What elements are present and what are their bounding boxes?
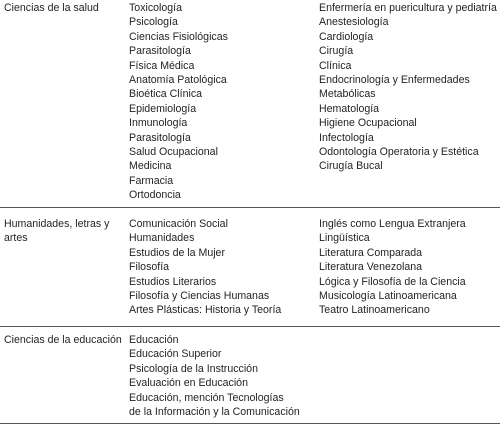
- area-label: Ciencias de la educación: [4, 334, 122, 346]
- list-item: Comunicación Social: [129, 218, 228, 230]
- list-item: Parasitología: [129, 45, 191, 58]
- list-item: Endocrinología y Enfermedades: [319, 74, 470, 87]
- list-item: Higiene Ocupacional: [319, 117, 417, 130]
- list-item: Cirugía: [319, 45, 354, 58]
- list-item: Musicología Latinoamericana: [319, 290, 457, 303]
- program-list-a: [129, 333, 315, 419]
- list-item: Lingüística: [319, 232, 370, 245]
- list-item: Psicología de la Instrucción: [129, 362, 258, 375]
- list-item: Toxicología: [129, 2, 182, 14]
- program-list-a: [129, 1, 315, 203]
- program-list-a: [129, 217, 315, 318]
- area-label: Ciencias de la salud: [4, 2, 99, 14]
- list-item: Educación Superior: [129, 348, 222, 361]
- list-item: Evaluación en Educación: [129, 377, 248, 390]
- row-divider: [0, 423, 500, 424]
- list-item: Educación: [129, 334, 179, 346]
- list-item: Anatomía Patológica: [129, 74, 227, 87]
- list-item: Teatro Latinoamericano: [319, 304, 430, 317]
- list-item: Filosofía y Ciencias Humanas: [129, 290, 270, 303]
- list-item: Lógica y Filosofía de la Ciencia: [319, 275, 466, 288]
- list-item: Farmacia: [129, 174, 174, 187]
- list-item: Inmunología: [129, 117, 188, 130]
- list-item: Clínica: [319, 59, 352, 72]
- area-name: [4, 1, 126, 15]
- list-item: Humanidades: [129, 232, 195, 245]
- row-divider: [0, 207, 500, 208]
- list-item: Estudios de la Mujer: [129, 246, 225, 259]
- list-item: Enfermería en puericultura y pediatría: [319, 2, 497, 14]
- list-item: Cirugía Bucal: [319, 160, 383, 173]
- list-item: Filosofía: [129, 261, 170, 274]
- list-item: de la Información y la Comunicación: [129, 406, 300, 419]
- list-item: Estudios Literarios: [129, 275, 217, 288]
- list-item: Medicina: [129, 160, 172, 173]
- row-divider: [0, 326, 500, 327]
- list-item: Bioética Clínica: [129, 88, 203, 101]
- list-item: Ortodoncia: [129, 189, 181, 202]
- list-item: Inglés como Lengua Extranjera: [319, 218, 466, 230]
- program-list-b: [319, 217, 500, 318]
- list-item: Infectología: [319, 131, 374, 144]
- list-item: Artes Plásticas: Historia y Teoría: [129, 304, 282, 317]
- list-item: Literatura Venezolana: [319, 261, 423, 274]
- list-item: Salud Ocupacional: [129, 146, 218, 159]
- list-item: Ciencias Fisiológicas: [129, 30, 228, 43]
- list-item: Psicología: [129, 16, 178, 29]
- area-label: Humanidades, letras y artes: [4, 218, 110, 245]
- program-list-b: [319, 1, 500, 174]
- list-item: Educación, mención Tecnologías: [129, 391, 284, 404]
- list-item: Epidemiología: [129, 102, 197, 115]
- area-name: [4, 217, 126, 246]
- area-name: [4, 333, 126, 347]
- list-item: Metabólicas: [319, 88, 376, 101]
- list-item: Parasitología: [129, 131, 191, 144]
- list-item: Literatura Comparada: [319, 246, 423, 259]
- list-item: Anestesiología: [319, 16, 389, 29]
- list-item: Cardiología: [319, 30, 374, 43]
- list-item: Odontología Operatoria y Estética: [319, 146, 479, 159]
- list-item: Física Médica: [129, 59, 195, 72]
- list-item: Hematología: [319, 102, 380, 115]
